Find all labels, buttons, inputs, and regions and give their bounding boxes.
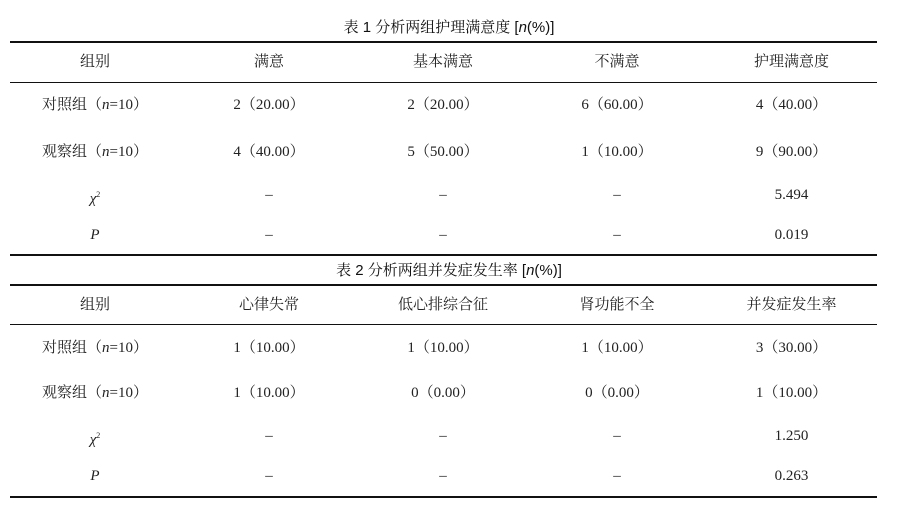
table-row bbox=[10, 416, 877, 456]
table1-header-satisfied: 满意 bbox=[253, 54, 284, 70]
table2-caption-prefix: 表 2 分析两组并发症发生率 [ bbox=[336, 262, 527, 279]
table2-header-arrhythmia: 心律失常 bbox=[238, 297, 299, 313]
table2-caption bbox=[0, 259, 898, 280]
table-cell: – bbox=[439, 428, 447, 444]
table-cell: 2（20.00） bbox=[233, 97, 305, 113]
table2-caption-suffix: (%)] bbox=[534, 262, 562, 279]
table1-chi-square-label: $\chi^2$ bbox=[89, 190, 101, 207]
table1-bottom-rule bbox=[10, 254, 877, 256]
table-row bbox=[10, 373, 877, 413]
table-cell: 2（20.00） bbox=[407, 97, 479, 113]
table-row bbox=[10, 175, 877, 215]
table2-caption-n: n bbox=[526, 262, 535, 279]
table-cell: – bbox=[613, 428, 621, 444]
table-cell: – bbox=[265, 187, 273, 203]
table-cell: 0（0.00） bbox=[411, 385, 475, 401]
table-cell: 5.494 bbox=[774, 187, 809, 203]
table-cell: – bbox=[439, 468, 447, 484]
table-cell: 5（50.00） bbox=[407, 144, 479, 160]
table2-p-label: P bbox=[90, 468, 100, 484]
table-row bbox=[10, 132, 877, 172]
table-cell: 0.019 bbox=[774, 227, 809, 243]
table-cell: 4（40.00） bbox=[233, 144, 305, 160]
table-cell: 1（10.00） bbox=[233, 385, 305, 401]
table2-header-row bbox=[10, 285, 877, 325]
table2-control-group-label: 对照组（n=10） bbox=[42, 340, 148, 356]
table-cell: 3（30.00） bbox=[755, 340, 828, 356]
table2-header-low-cardiac-output: 低心排综合征 bbox=[397, 297, 488, 313]
table1-caption-n: n bbox=[518, 19, 527, 36]
table2-chi-square-label: $\chi^2$ bbox=[89, 431, 101, 448]
table1-header-group: 组别 bbox=[79, 54, 110, 70]
table-row bbox=[10, 456, 877, 496]
table-cell: – bbox=[613, 187, 621, 203]
table-cell: – bbox=[613, 227, 621, 243]
table-cell: 6（60.00） bbox=[581, 97, 653, 113]
table-cell: 9（90.00） bbox=[755, 144, 828, 160]
table-cell: 0（0.00） bbox=[585, 385, 649, 401]
table-cell: – bbox=[265, 468, 273, 484]
table1-header-unsatisfied: 不满意 bbox=[594, 54, 640, 70]
table-cell: – bbox=[439, 227, 447, 243]
table2-header-rule bbox=[10, 324, 877, 325]
table1-header-satisfaction-rate: 护理满意度 bbox=[753, 54, 829, 70]
table-cell: 0.263 bbox=[774, 468, 809, 484]
table1-header-basically-satisfied: 基本满意 bbox=[412, 54, 473, 70]
table-cell: 1（10.00） bbox=[581, 144, 653, 160]
table-row bbox=[10, 85, 877, 125]
table2-header-renal-insufficiency: 肾功能不全 bbox=[579, 297, 655, 313]
table1-header-rule bbox=[10, 82, 877, 83]
table2-observation-group-label: 观察组（n=10） bbox=[42, 385, 148, 401]
table2-header-complication-rate: 并发症发生率 bbox=[746, 297, 837, 313]
table-cell: 1（10.00） bbox=[755, 385, 828, 401]
table1-caption-suffix: (%)] bbox=[526, 19, 555, 36]
table1-p-label: P bbox=[90, 227, 100, 243]
table-cell: 1.250 bbox=[774, 428, 809, 444]
table-cell: 1（10.00） bbox=[581, 340, 653, 356]
table-row bbox=[10, 215, 877, 255]
table-cell: 4（40.00） bbox=[755, 97, 828, 113]
table1-header-row bbox=[10, 42, 877, 82]
table-cell: 1（10.00） bbox=[233, 340, 305, 356]
table2-header-group: 组别 bbox=[79, 297, 110, 313]
table1-control-group-label: 对照组（n=10） bbox=[42, 97, 148, 113]
table-cell: – bbox=[439, 187, 447, 203]
table2-bottom-rule bbox=[10, 496, 877, 498]
table-cell: – bbox=[613, 468, 621, 484]
table1-observation-group-label: 观察组（n=10） bbox=[42, 144, 148, 160]
table1-caption bbox=[0, 16, 898, 37]
table1-caption-prefix: 表 1 分析两组护理满意度 [ bbox=[343, 19, 519, 36]
table-row bbox=[10, 328, 877, 368]
table-cell: – bbox=[265, 428, 273, 444]
table-cell: – bbox=[265, 227, 273, 243]
table-cell: 1（10.00） bbox=[407, 340, 479, 356]
